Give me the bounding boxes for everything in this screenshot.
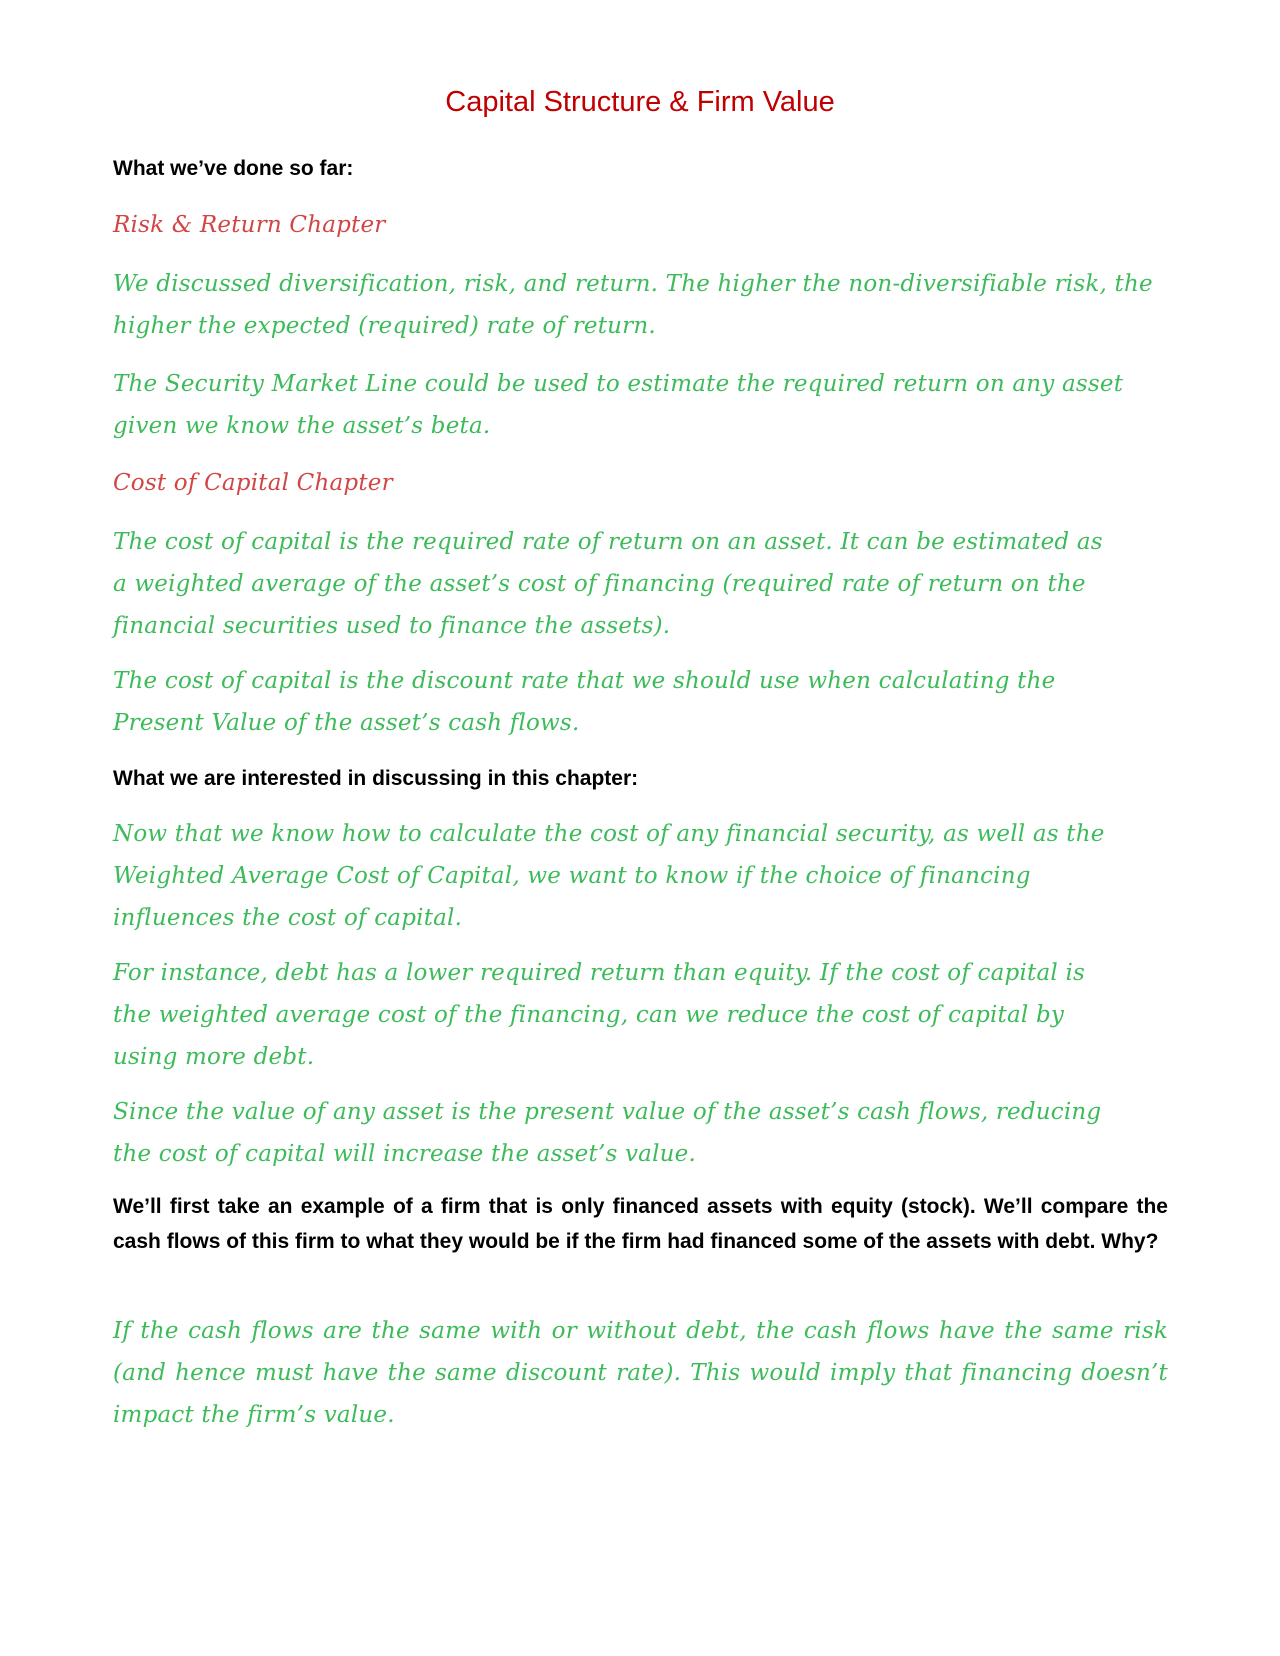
chapter-paragraph-2: For instance, debt has a lower required return than equity. If the cost of capital is the weighted average cost of the financing, can we reduce the cost of capital by using more debt. <box>113 960 1086 1070</box>
risk-return-paragraph-2: The Security Market Line could be used to estimate the required return on any asset given we know the asset’s beta. <box>113 371 1124 439</box>
chapter-paragraph-3: Since the value of any asset is the present value of the asset’s cash flows, reducing the cost of capital will increase the asset’s value. <box>113 1099 1102 1167</box>
section-heading-done-so-far: What we’ve done so far: <box>113 157 354 180</box>
example-heading: We’ll first take an example of a firm that is only financed assets with equity (stock). We’ll compare the cash flows of this firm to what they would be if the firm had financed some of the assets with debt. Why? <box>113 1195 1168 1253</box>
cost-of-capital-paragraph-1: The cost of capital is the required rate of return on an asset. It can be estimated as a weighted average of the asset’s cost of financing (required rate of return on the financial securities used to finance the assets). <box>113 529 1103 639</box>
page-title: Capital Structure & Firm Value <box>445 86 835 118</box>
risk-return-paragraph-1: We discussed diversification, risk, and return. The higher the non-diversifiable risk, the higher the expected (required) rate of return. <box>113 271 1153 339</box>
section-heading-interested: What we are interested in discussing in this chapter: <box>113 767 639 790</box>
cost-of-capital-chapter-heading: Cost of Capital Chapter <box>113 470 393 496</box>
chapter-paragraph-1: Now that we know how to calculate the cost of any financial security, as well as the Weighted Average Cost of Capital, we want to know if the choice of financing influences the cost of capital. <box>113 821 1105 931</box>
cost-of-capital-paragraph-2: The cost of capital is the discount rate that we should use when calculating the Present Value of the asset’s cash flows. <box>113 668 1056 736</box>
risk-return-chapter-heading: Risk & Return Chapter <box>113 212 386 238</box>
example-paragraph: If the cash flows are the same with or without debt, the cash flows have the same risk (and hence must have the same discount rate). This would imply that financing doesn’t impact the firm’s value. <box>113 1318 1168 1428</box>
